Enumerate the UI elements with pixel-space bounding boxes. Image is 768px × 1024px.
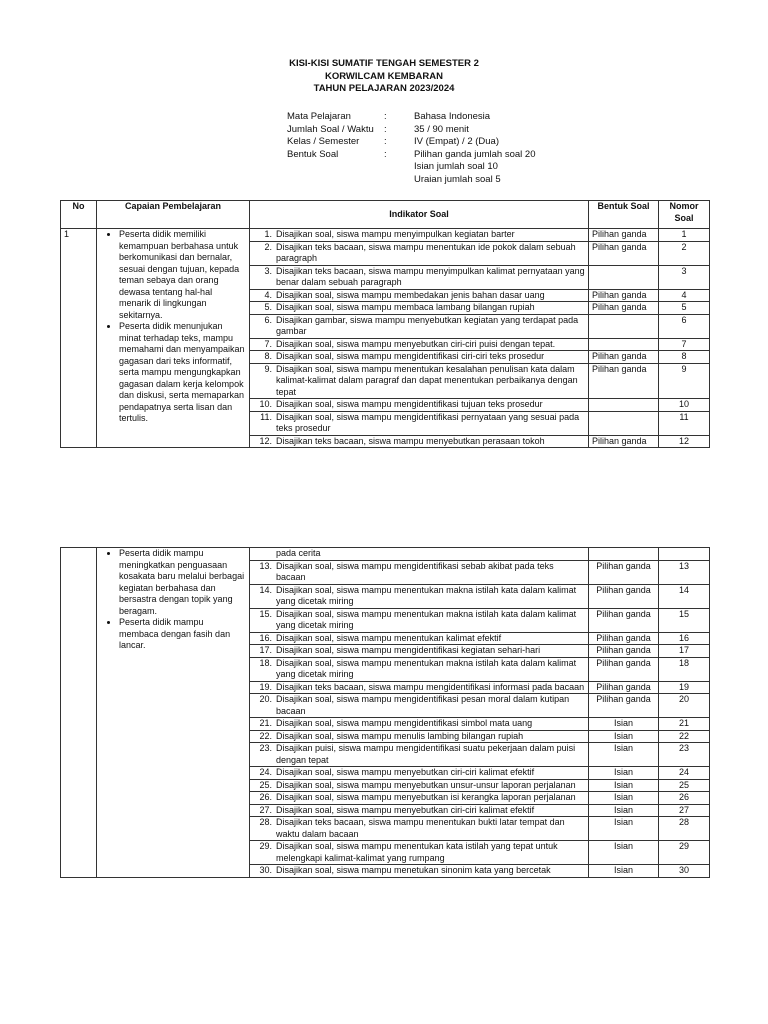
indicator-text: Disajikan teks bacaan, siswa mampu menentukan bukti latar tempat dan waktu dalam bacaan: [276, 817, 565, 839]
indicator: [253, 339, 585, 351]
col-header-indikator: Indikator Soal: [250, 201, 589, 229]
meta-row: [287, 136, 535, 149]
indicator-number: 19.: [259, 681, 272, 692]
indicator-number: 23.: [259, 743, 272, 753]
indicator: [253, 290, 585, 302]
meta-key: [287, 161, 384, 174]
nomor-cell: 18: [659, 657, 710, 681]
indicator-continuation: pada cerita: [276, 548, 321, 558]
indicator: [253, 792, 585, 804]
indicator-number: 16.: [259, 632, 272, 643]
indicator-cell: [250, 841, 589, 865]
indicator-text: Disajikan gambar, siswa mampu menyebutkan kegiatan yang terdapat pada gambar: [276, 314, 579, 336]
cp-item: • Peserta didik mampu meningkatkan penguasaan kosakata baru melalui berbagai kegiatan berbahasa dan bersastra dengan topik yang beragam.: [119, 548, 245, 617]
document-title: [0, 58, 768, 96]
indicator: [253, 302, 585, 314]
indicator-number: 3.: [264, 265, 272, 276]
nomor-cell: 3: [659, 265, 710, 289]
nomor-cell: 27: [659, 804, 710, 817]
indicator: [253, 399, 585, 411]
indicator-cell: [250, 560, 589, 584]
indicator-text: Disajikan soal, siswa mampu menentukan kalimat efektif: [276, 632, 502, 643]
bentuk-cell: Isian: [589, 718, 659, 731]
bentuk-cell: Pilihan ganda: [589, 645, 659, 658]
indicator-number: 26.: [259, 792, 272, 802]
table-row: [61, 229, 710, 242]
indicator-text: Disajikan soal, siswa mampu mengidentifikasi pernyataan yang sesuai pada teks prosedur: [276, 411, 580, 433]
indicator-text: Disajikan teks bacaan, siswa mampu menyimpulkan kalimat pernyataan yang benar dalam sebuah paragraph: [276, 265, 585, 287]
indicator: [253, 436, 585, 448]
title-line-3: TAHUN PELAJARAN 2023/2024: [313, 83, 455, 94]
nomor-cell: 2: [659, 241, 710, 265]
bentuk-cell: Isian: [589, 817, 659, 841]
title-line-2: KORWILCAM KEMBARAN: [324, 70, 444, 82]
indicator-number: 7.: [264, 338, 272, 349]
indicator-number: 11.: [260, 411, 272, 422]
indicator-text: Disajikan soal, siswa mampu mengidentifikasi ciri-ciri teks prosedur: [276, 351, 545, 361]
bentuk-cell: Isian: [589, 743, 659, 767]
kisi-table-page-2: [60, 547, 710, 878]
indicator-number: 30.: [259, 865, 272, 875]
indicator-text: Disajikan soal, siswa mampu menyebutkan unsur-unsur laporan perjalanan: [276, 779, 576, 790]
bentuk-cell: Pilihan ganda: [589, 302, 659, 315]
indicator-text: Disajikan soal, siswa mampu mengidentifikasi simbol mata uang: [276, 718, 533, 728]
indicator-cell: [250, 608, 589, 632]
indicator: [253, 805, 585, 817]
indicator: [253, 351, 585, 363]
indicator-text: Disajikan soal, siswa mampu menyebutkan ciri-ciri kalimat efektif: [276, 804, 535, 815]
cp-list: [101, 548, 245, 652]
indicator-number: 13.: [259, 560, 272, 571]
col-header-bentuk: Bentuk Soal: [589, 201, 659, 229]
nomor-cell: 15: [659, 608, 710, 632]
indicator: [253, 694, 585, 717]
nomor-cell: 6: [659, 314, 710, 338]
indicator-number: 4.: [264, 289, 272, 300]
bentuk-cell: Isian: [589, 841, 659, 865]
meta-key: Bentuk Soal: [287, 148, 339, 160]
meta-key: [287, 174, 384, 187]
nomor-cell: 26: [659, 792, 710, 805]
bentuk-cell: Isian: [589, 767, 659, 780]
indicator: [253, 548, 585, 560]
indicator-number: 21.: [259, 718, 272, 728]
bentuk-cell: Pilihan ganda: [589, 435, 659, 448]
indicator-text: Disajikan soal, siswa mampu menyimpulkan kegiatan barter: [276, 229, 515, 239]
nomor-cell: 21: [659, 718, 710, 731]
bentuk-cell: Pilihan ganda: [589, 632, 659, 645]
nomor-cell: 1: [659, 229, 710, 242]
nomor-cell: 30: [659, 865, 710, 878]
indicator-cell: [250, 411, 589, 435]
bentuk-cell: Pilihan ganda: [589, 584, 659, 608]
bentuk-cell: [589, 338, 659, 351]
indicator-number: [253, 548, 276, 560]
col-header-no: No: [61, 201, 97, 229]
meta-key: Mata Pelajaran: [287, 111, 351, 122]
nomor-cell: 5: [659, 302, 710, 315]
col-header-cp: Capaian Pembelajaran: [97, 201, 250, 229]
meta-row: [287, 161, 535, 174]
indicator-cell: [250, 435, 589, 448]
nomor-cell: 12: [659, 435, 710, 448]
indicator-cell: [250, 767, 589, 780]
indicator: [253, 767, 585, 779]
indicator-number: 12.: [259, 435, 272, 446]
bentuk-cell: Pilihan ganda: [589, 363, 659, 399]
indicator-text: Disajikan puisi, siswa mampu mengidentifikasi suatu pekerjaan dalam puisi dengan tepat: [276, 743, 576, 765]
indicator: [253, 364, 585, 399]
indicator-cell: [250, 363, 589, 399]
indicator-number: 27.: [259, 804, 272, 815]
indicator-text: Disajikan soal, siswa mampu menentukan makna istilah kata dalam kalimat yang dicetak miring: [276, 584, 577, 606]
indicator-text: Disajikan soal, siswa mampu menyebutkan ciri-ciri kalimat efektif: [276, 767, 535, 777]
indicator-text: Disajikan soal, siswa mampu menentukan kesalahan penulisan kata dalam kalimat-kalimat dalam paragraf dan dapat menentukan perbaikanya dengan tepat: [276, 363, 578, 397]
indicator-cell: [250, 338, 589, 351]
meta-value: 35 / 90 menit: [414, 123, 469, 135]
indicator-number: 5.: [264, 302, 272, 312]
indicator: [253, 817, 585, 840]
bentuk-cell: Pilihan ganda: [589, 681, 659, 694]
indicator-number: 28.: [259, 817, 272, 827]
indicator-number: 17.: [259, 645, 272, 655]
nomor-cell: [659, 548, 710, 561]
bentuk-cell: Isian: [589, 804, 659, 817]
indicator-number: 10.: [259, 399, 272, 409]
bentuk-cell: Isian: [589, 792, 659, 805]
nomor-cell: 19: [659, 681, 710, 694]
indicator-number: 15.: [259, 608, 272, 619]
indicator-text: Disajikan soal, siswa mampu membaca lambang bilangan rupiah: [276, 302, 535, 312]
indicator-number: 14.: [259, 584, 272, 595]
indicator-number: 18.: [259, 657, 272, 668]
indicator-text: Disajikan soal, siswa mampu mengidentifikasi pesan moral dalam kutipan bacaan: [276, 694, 570, 716]
bentuk-cell: Pilihan ganda: [589, 289, 659, 302]
indicator-cell: [250, 865, 589, 878]
indicator-cell: [250, 399, 589, 412]
bentuk-cell: [589, 314, 659, 338]
indicator: [253, 242, 585, 265]
indicator-text: Disajikan teks bacaan, siswa mampu menentukan ide pokok dalam sebuah paragraph: [276, 241, 576, 263]
indicator-text: Disajikan soal, siswa mampu menyebutkan isi kerangka laporan perjalanan: [276, 792, 576, 802]
bentuk-cell: Pilihan ganda: [589, 241, 659, 265]
indicator-number: 25.: [259, 779, 272, 790]
kisi-table-page-1: [60, 200, 710, 448]
indicator: [253, 645, 585, 657]
bentuk-cell: [589, 265, 659, 289]
table-row-continuation: [61, 548, 710, 561]
meta-row: [287, 111, 535, 124]
indicator-number: 24.: [259, 767, 272, 777]
bentuk-cell: Pilihan ganda: [589, 560, 659, 584]
nomor-cell: 25: [659, 779, 710, 792]
nomor-cell: 29: [659, 841, 710, 865]
meta-block: [287, 111, 535, 186]
bentuk-cell: [589, 548, 659, 561]
meta-colon: :: [384, 148, 387, 160]
indicator-text: Disajikan teks bacaan, siswa mampu menyebutkan perasaan tokoh: [276, 435, 545, 446]
meta-value: Bahasa Indonesia: [414, 111, 491, 122]
indicator-text: Disajikan soal, siswa mampu menentukan makna istilah kata dalam kalimat yang dicetak miring: [276, 608, 577, 630]
nomor-cell: 20: [659, 694, 710, 718]
indicator-cell: [250, 779, 589, 792]
meta-value: Isian jumlah soal 10: [414, 161, 498, 172]
indicator-text: Disajikan soal, siswa mampu menyebutkan ciri-ciri puisi dengan tepat.: [276, 338, 556, 349]
nomor-cell: 23: [659, 743, 710, 767]
meta-colon: :: [384, 111, 387, 122]
bentuk-cell: [589, 399, 659, 412]
nomor-cell: 22: [659, 730, 710, 743]
indicator: [253, 585, 585, 608]
bentuk-cell: Isian: [589, 730, 659, 743]
indicator-text: Disajikan soal, siswa mampu menentukan kata istilah yang tepat untuk melengkapi kalimat-kalimat yang rumpang: [276, 841, 558, 863]
indicator: [253, 731, 585, 743]
cp-item: • Peserta didik menunjukan minat terhadap teks, mampu memahami dan menyampaikan gagasan dari teks informatif, serta mampu mengungkapkan gagasan dalam kerja kelompok dan diskusi, serta memaparkan pendapatnya serta lisan dan tertulis.: [119, 321, 245, 425]
meta-colon: [384, 161, 414, 174]
meta-colon: :: [384, 136, 387, 147]
meta-row: [287, 174, 535, 187]
indicator: [253, 682, 585, 694]
meta-colon: :: [384, 123, 387, 135]
indicator-cell: [250, 351, 589, 364]
bentuk-cell: Pilihan ganda: [589, 608, 659, 632]
indicator-number: 8.: [264, 351, 272, 361]
nomor-cell: 9: [659, 363, 710, 399]
indicator-number: 2.: [264, 241, 272, 252]
indicator-cell: [250, 314, 589, 338]
indicator-number: 22.: [259, 730, 272, 741]
indicator: [253, 841, 585, 864]
nomor-cell: 11: [659, 411, 710, 435]
indicator-number: 6.: [264, 314, 272, 325]
indicator-number: 9.: [264, 363, 272, 374]
nomor-cell: 14: [659, 584, 710, 608]
nomor-cell: 28: [659, 817, 710, 841]
nomor-cell: 4: [659, 289, 710, 302]
no-cell: [61, 548, 97, 878]
meta-row: [287, 149, 535, 162]
meta-row: [287, 124, 535, 137]
cp-cell: [97, 229, 250, 448]
meta-value: Uraian jumlah soal 5: [414, 173, 501, 185]
indicator-text: Disajikan soal, siswa mampu mengidentifikasi sebab akibat pada teks bacaan: [276, 560, 554, 582]
cp-item: • Peserta didik memiliki kemampuan berbahasa untuk berkomunikasi dan bernalar, sesuai dengan tujuan, kepada teman sebaya dan orang dewasa tentang hal-hal menarik di lingkungan sekitarnya.: [119, 229, 245, 321]
indicator-cell: [250, 804, 589, 817]
title-line-1: KISI-KISI SUMATIF TENGAH SEMESTER 2: [289, 58, 479, 69]
indicator-number: 20.: [259, 694, 272, 704]
indicator: [253, 743, 585, 766]
indicator-cell: [250, 632, 589, 645]
cp-cell: [97, 548, 250, 878]
nomor-cell: 13: [659, 560, 710, 584]
nomor-cell: 7: [659, 338, 710, 351]
meta-colon: [384, 174, 414, 187]
indicator-cell: [250, 241, 589, 265]
indicator: [253, 412, 585, 435]
indicator: [253, 780, 585, 792]
indicator-text: Disajikan soal, siswa mampu mengidentifikasi tujuan teks prosedur: [276, 399, 543, 409]
indicator-text: Disajikan soal, siswa mampu menetukan sinonim kata yang bercetak: [276, 865, 551, 875]
indicator-cell: [250, 265, 589, 289]
indicator: [253, 609, 585, 632]
cp-list: [101, 229, 245, 425]
indicator-cell: [250, 743, 589, 767]
col-header-nomor: Nomor Soal: [659, 201, 710, 229]
indicator: [253, 718, 585, 730]
indicator-cell: [250, 302, 589, 315]
nomor-cell: 10: [659, 399, 710, 412]
bentuk-cell: Isian: [589, 865, 659, 878]
indicator-text: Disajikan soal, siswa mampu menentukan makna istilah kata dalam kalimat yang dicetak miring: [276, 657, 577, 679]
nomor-cell: 16: [659, 632, 710, 645]
indicator-cell: [250, 289, 589, 302]
indicator: [253, 266, 585, 289]
indicator-cell: [250, 730, 589, 743]
meta-value: Pilihan ganda jumlah soal 20: [414, 148, 536, 160]
indicator: [253, 315, 585, 338]
indicator: [253, 865, 585, 877]
indicator-cell: [250, 817, 589, 841]
indicator-cell: [250, 681, 589, 694]
meta-key: Kelas / Semester: [287, 136, 360, 147]
bentuk-cell: Pilihan ganda: [589, 229, 659, 242]
nomor-cell: 8: [659, 351, 710, 364]
indicator-cell: [250, 548, 589, 561]
indicator-number: 29.: [259, 841, 272, 851]
nomor-cell: 17: [659, 645, 710, 658]
cp-item: • Peserta didik mampu membaca dengan fasih dan lancar.: [119, 617, 245, 652]
indicator: [253, 633, 585, 645]
indicator-text: Disajikan teks bacaan, siswa mampu mengidentifikasi informasi pada bacaan: [276, 681, 585, 692]
indicator-cell: [250, 229, 589, 242]
indicator: [253, 561, 585, 584]
indicator-cell: [250, 694, 589, 718]
bentuk-cell: Pilihan ganda: [589, 657, 659, 681]
bentuk-cell: Isian: [589, 779, 659, 792]
bentuk-cell: Pilihan ganda: [589, 694, 659, 718]
indicator-cell: [250, 792, 589, 805]
indicator: [253, 658, 585, 681]
indicator-text: Disajikan soal, siswa mampu menulis lambing bilangan rupiah: [276, 730, 524, 741]
bentuk-cell: Pilihan ganda: [589, 351, 659, 364]
indicator-cell: [250, 645, 589, 658]
bentuk-cell: [589, 411, 659, 435]
nomor-cell: 24: [659, 767, 710, 780]
no-cell: 1: [61, 229, 97, 448]
indicator-text: Disajikan soal, siswa mampu mengidentifikasi kegiatan sehari-hari: [276, 645, 541, 655]
meta-value: IV (Empat) / 2 (Dua): [414, 136, 499, 147]
indicator-cell: [250, 718, 589, 731]
indicator-cell: [250, 657, 589, 681]
indicator: [253, 229, 585, 241]
meta-key: Jumlah Soal / Waktu: [287, 123, 374, 135]
indicator-text: Disajikan soal, siswa mampu membedakan jenis bahan dasar uang: [276, 289, 545, 300]
indicator-cell: [250, 584, 589, 608]
indicator-number: 1.: [264, 229, 272, 239]
